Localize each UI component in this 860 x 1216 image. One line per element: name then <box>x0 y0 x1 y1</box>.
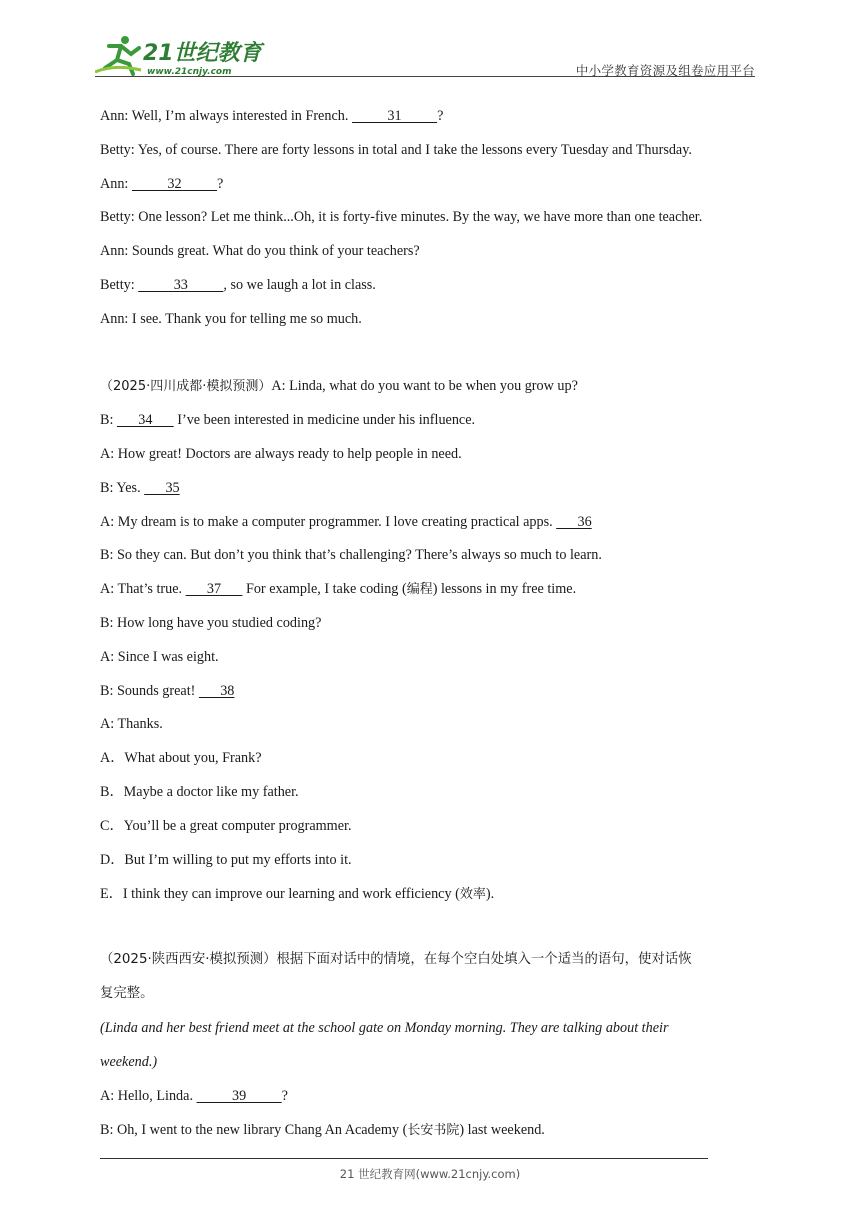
d2-line-3: A: How great! Doctors are always ready to help people in need. <box>100 446 462 462</box>
site-logo <box>95 34 265 78</box>
d2-line-11: A: Thanks. <box>100 716 163 732</box>
d2-line-35: B: Yes. 35 <box>100 480 180 496</box>
footer-text: 21 世纪教育网(www.21cnjy.com) <box>339 1167 521 1181</box>
option-d: D．But I’m willing to put my efforts into it. <box>100 852 352 868</box>
page-header <box>95 34 755 78</box>
d3-instruction-2: 复完整。 <box>100 986 154 1001</box>
header-divider <box>95 76 755 77</box>
d2-line-37: A: That’s true. 37 For example, I take coding (编程) lessons in my free time. <box>100 581 577 597</box>
header-platform-title: 中小学教育资源及组卷应用平台 <box>575 63 755 78</box>
d3-line-2: B: Oh, I went to the new library Chang An Academy (长安书院) last weekend. <box>100 1122 545 1138</box>
d1-line-33: Betty: 33 , so we laugh a lot in class. <box>100 277 376 293</box>
blank-31: 31 <box>351 108 438 124</box>
svg-text:www.21cnjy.com: www.21cnjy.com <box>147 67 232 77</box>
blank-37: 37 <box>185 581 243 597</box>
d1-line-32: Ann: 32 ? <box>100 176 224 192</box>
option-a: A．What about you, Frank? <box>100 750 262 766</box>
d2-line-9: A: Since I was eight. <box>100 649 219 665</box>
blank-33: 33 <box>138 277 224 293</box>
blank-35: 35 <box>144 480 180 496</box>
d1-line-4: Betty: One lesson? Let me think...Oh, it is forty-five minutes. By the way, we have more than one teacher. <box>100 209 703 225</box>
blank-32: 32 <box>131 176 218 192</box>
d2-line-38: B: Sounds great! 38 <box>100 683 235 699</box>
d2-intro: （2025·四川成都·模拟预测）A: Linda, what do you want to be when you grow up? <box>100 378 578 394</box>
blank-34: 34 <box>116 412 174 428</box>
d2-line-34: B: 34 I’ve been interested in medicine under his influence. <box>100 412 476 428</box>
d2-line-6: B: So they can. But don’t you think that’s challenging? There’s always so much to learn. <box>100 547 602 563</box>
d3-line-39: A: Hello, Linda. 39 ? <box>100 1088 288 1104</box>
option-b: B．Maybe a doctor like my father. <box>100 784 299 800</box>
d2-line-36: A: My dream is to make a computer programmer. I love creating practical apps. 36 <box>100 514 592 530</box>
source-tag: （2025·四川成都·模拟预测） <box>100 379 272 394</box>
d2-line-8: B: How long have you studied coding? <box>100 615 322 631</box>
option-c: C．You’ll be a great computer programmer. <box>100 818 352 834</box>
svg-text:21世纪教育: 21世纪教育 <box>143 41 262 66</box>
d1-line-5: Ann: Sounds great. What do you think of your teachers? <box>100 243 420 259</box>
footer-divider <box>100 1158 708 1159</box>
d3-context-1: (Linda and her best friend meet at the school gate on Monday morning. They are talking about their <box>100 1020 669 1036</box>
d3-context-2: weekend.) <box>100 1054 158 1070</box>
blank-39: 39 <box>196 1088 282 1104</box>
d1-line-31: Ann: Well, I’m always interested in French. 31 ? <box>100 108 444 124</box>
blank-38: 38 <box>198 683 235 699</box>
d3-instruction-1: （2025·陕西西安·模拟预测）根据下面对话中的情境，在每个空白处填入一个适当的语句，使对话恢 <box>100 952 692 967</box>
d1-line-7: Ann: I see. Thank you for telling me so much. <box>100 311 362 327</box>
option-e: E．I think they can improve our learning and work efficiency (效率). <box>100 886 495 902</box>
d1-line-2: Betty: Yes, of course. There are forty lessons in total and I take the lessons every Tuesday and Thursday. <box>100 142 692 158</box>
blank-36: 36 <box>556 514 592 530</box>
